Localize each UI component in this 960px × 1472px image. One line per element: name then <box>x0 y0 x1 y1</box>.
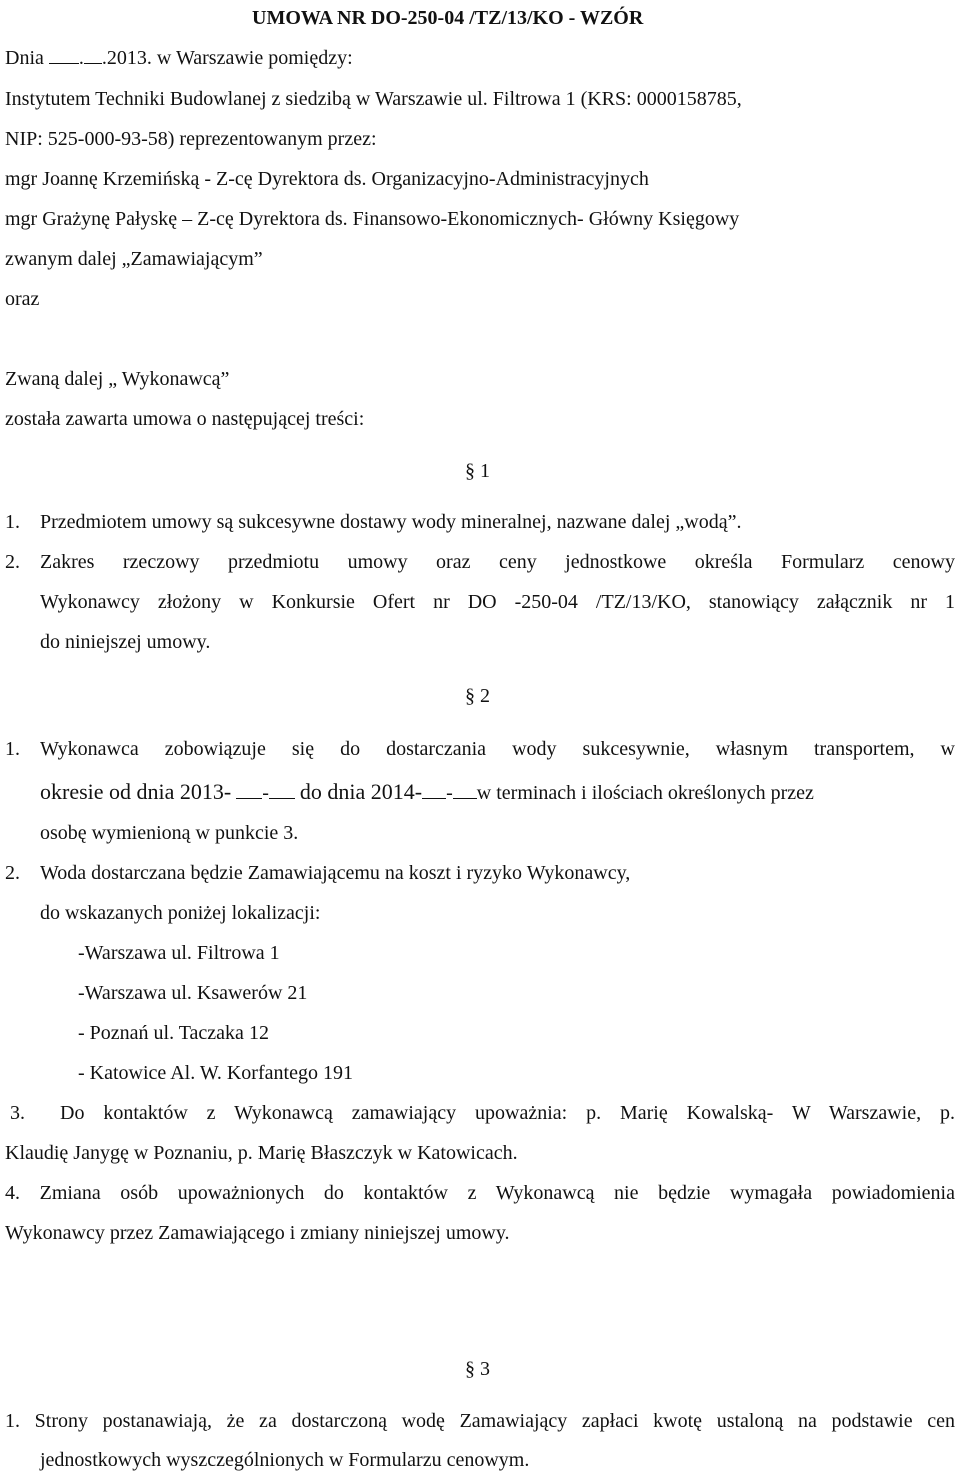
section-2-point-4-line-1: 4. Zmiana osób upoważnionych do kontaktów z Wykonawcą nie będzie wymagała powiadomienia <box>5 1182 955 1204</box>
period-dash-1: - <box>262 782 269 804</box>
contractor-designation: Zwaną dalej „ Wykonawcą” <box>5 368 230 390</box>
section-2-point-3-line-1: Do kontaktów z Wykonawcą zamawiający upoważnia: p. Marię Kowalską- W Warszawie, p. <box>60 1102 955 1124</box>
period-to-label: do dnia 2014- <box>299 779 423 804</box>
section-1-point-2-line-2: Wykonawcy złożony w Konkursie Ofert nr DO -250-04 /TZ/13/KO, stanowiący załącznik nr 1 <box>40 591 955 613</box>
section-2-point-1-number: 1. <box>5 738 20 760</box>
section-2-point-4-line-2: Wykonawcy przez Zamawiającego i zmiany niniejszej umowy. <box>5 1222 510 1244</box>
day-blank <box>49 47 79 64</box>
section-2-heading: § 2 <box>465 685 490 707</box>
date-line <box>5 46 353 70</box>
location-item: - Poznań ul. Taczaka 12 <box>78 1022 269 1044</box>
month-blank <box>84 47 102 64</box>
section-1-heading: § 1 <box>465 460 490 482</box>
section-1-point-2-line-3: do niniejszej umowy. <box>40 631 211 653</box>
section-1-point-1-number: 1. <box>5 511 20 533</box>
period-terms: w terminach i ilościach określonych przez <box>476 782 814 804</box>
period-from-label: okresie od dnia 2013- <box>40 779 232 804</box>
section-1-point-2-line-1: Zakres rzeczowy przedmiotu umowy oraz ceny jednostkowe określa Formularz cenowy <box>40 551 955 573</box>
location-item: -Warszawa ul. Ksawerów 21 <box>78 982 308 1004</box>
section-2-point-2-line-1: Woda dostarczana będzie Zamawiającemu na koszt i ryzyko Wykonawcy, <box>40 862 631 884</box>
client-designation: zwanym dalej „Zamawiającym” <box>5 248 263 270</box>
section-2-point-1-line-2 <box>40 780 814 805</box>
date-prefix: Dnia <box>5 47 44 69</box>
conjunction-and: oraz <box>5 288 40 310</box>
start-month-blank <box>236 782 262 799</box>
org-line-1: Instytutem Techniki Budowlanej z siedzibą w Warszawie ul. Filtrowa 1 (KRS: 0000158785, <box>5 88 742 110</box>
date-suffix: .2013. w Warszawie pomiędzy: <box>101 47 353 69</box>
section-3-heading: § 3 <box>465 1358 490 1380</box>
section-1-point-2-number: 2. <box>5 551 20 573</box>
representative-1: mgr Joannę Krzemińską - Z-cę Dyrektora ds. Organizacyjno-Administracyjnych <box>5 168 649 190</box>
section-2-point-1-line-3: osobę wymienioną w punkcie 3. <box>40 822 299 844</box>
location-item: -Warszawa ul. Filtrowa 1 <box>78 942 280 964</box>
start-day-blank <box>269 782 295 799</box>
representative-2: mgr Grażynę Pałyskę – Z-cę Dyrektora ds. Finansowo-Ekonomicznych- Główny Księgowy <box>5 208 740 230</box>
location-item: - Katowice Al. W. Korfantego 191 <box>78 1062 353 1084</box>
end-month-blank <box>422 782 446 799</box>
section-2-point-3-number: 3. <box>10 1102 25 1124</box>
section-2-point-2-number: 2. <box>5 862 20 884</box>
document-title: UMOWA NR DO-250-04 /TZ/13/KO - WZÓR <box>252 7 644 29</box>
org-line-2: NIP: 525-000-93-58) reprezentowanym przez: <box>5 128 377 150</box>
section-2-point-3-line-2: Klaudię Janygę w Poznaniu, p. Marię Błaszczyk w Katowicach. <box>5 1142 518 1164</box>
section-2-point-2-line-2: do wskazanych poniżej lokalizacji: <box>40 902 321 924</box>
section-1-point-1-text: Przedmiotem umowy są sukcesywne dostawy wody mineralnej, nazwane dalej „wodą”. <box>40 511 742 533</box>
section-3-point-1-line-1: 1. Strony postanawiają, że za dostarczoną wodę Zamawiający zapłaci kwotę ustaloną na podstawie cen <box>5 1410 955 1432</box>
concluded-statement: została zawarta umowa o następującej treści: <box>5 408 365 430</box>
period-dash-2: - <box>446 782 453 804</box>
end-day-blank <box>453 782 477 799</box>
section-2-point-1-line-1: Wykonawca zobowiązuje się do dostarczania wody sukcesywnie, własnym transportem, w <box>40 738 955 760</box>
date-separator: . <box>78 47 84 69</box>
section-3-point-1-line-2: jednostkowych wyszczególnionych w Formularzu cenowym. <box>40 1449 530 1471</box>
